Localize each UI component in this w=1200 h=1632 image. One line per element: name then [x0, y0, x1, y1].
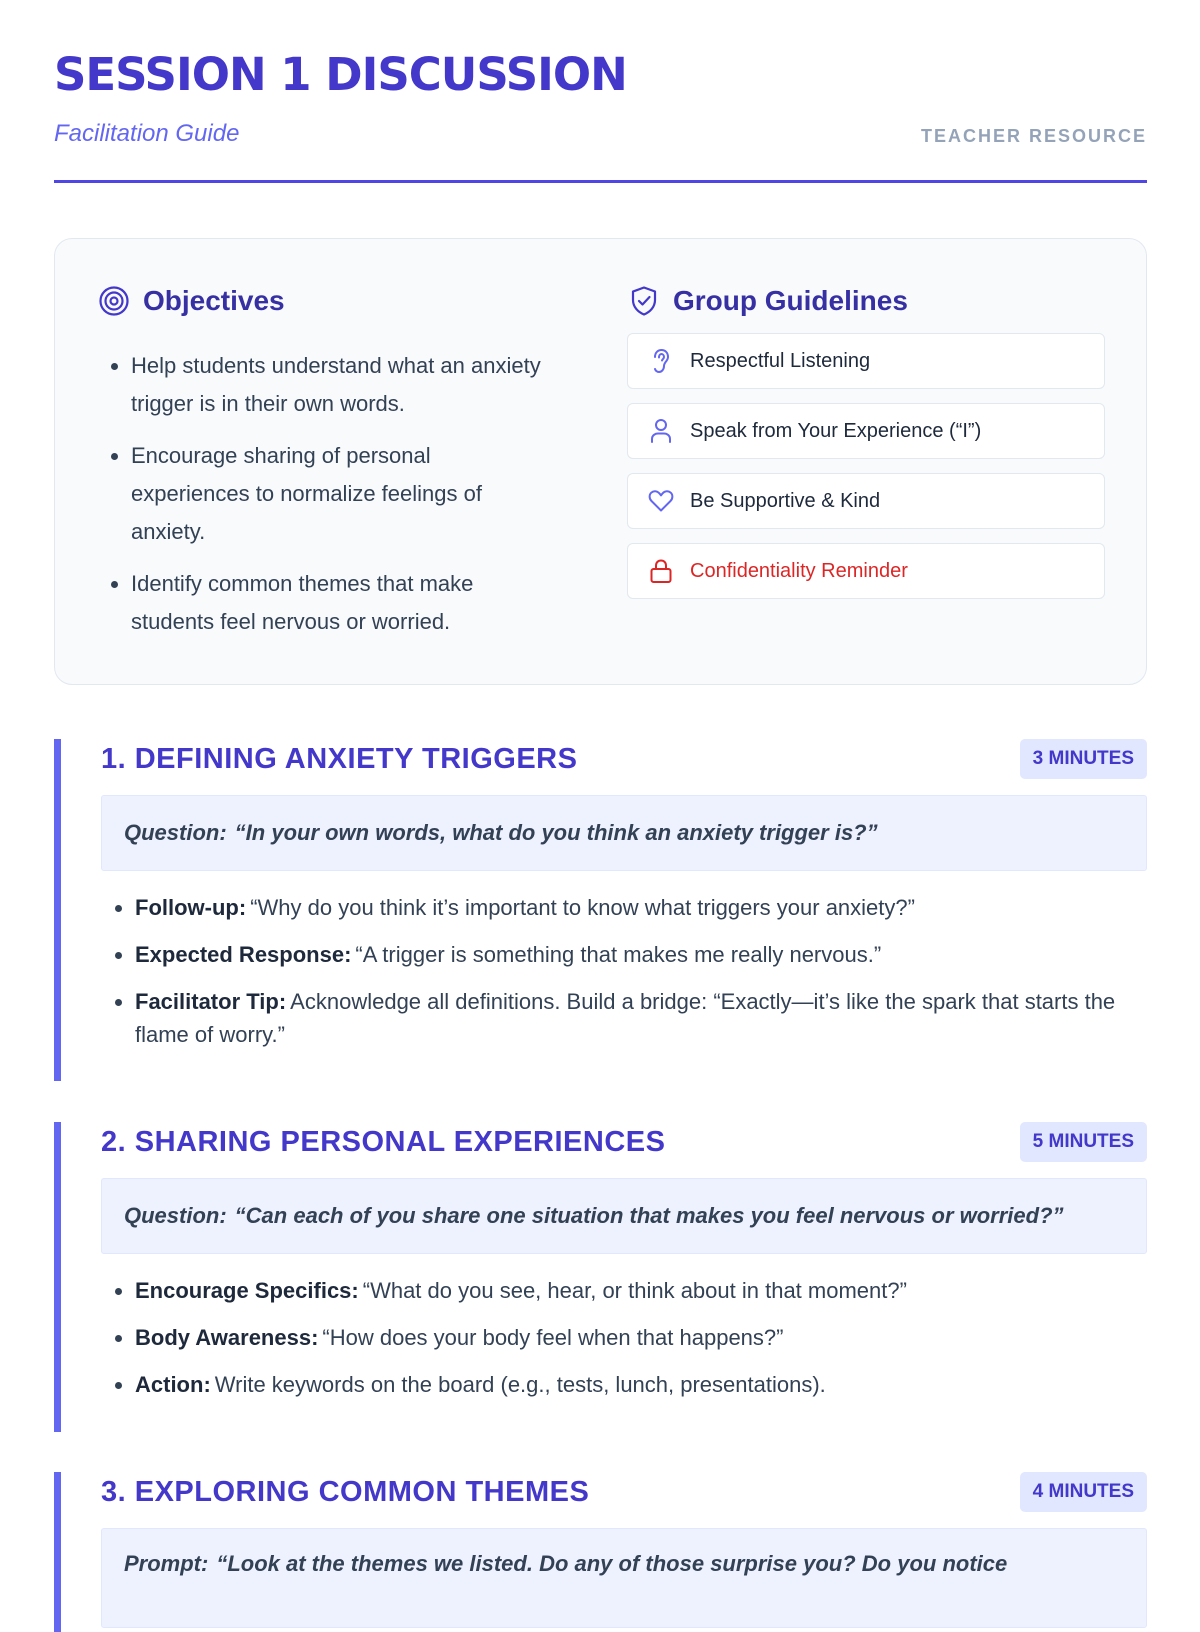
- question-box: [101, 795, 1147, 871]
- guideline-be-supportive: [627, 473, 1105, 529]
- point-label: Follow-up:: [135, 895, 247, 920]
- guideline-label: Confidentiality Reminder: [690, 559, 908, 582]
- facilitation-guide-page: [54, 0, 1147, 1576]
- question-label: Question:: [124, 1203, 227, 1228]
- guideline-respectful-listening: [627, 333, 1105, 389]
- target-icon: [97, 284, 131, 318]
- section-header: [101, 1122, 1147, 1162]
- prompt-text: “Look at the themes we listed. Do any of those surprise you? Do you notice: [216, 1551, 1008, 1576]
- guidelines-heading: [627, 281, 1105, 321]
- user-icon: [648, 418, 674, 444]
- point-label: Encourage Specifics:: [135, 1278, 359, 1303]
- question-text: “Can each of you share one situation that makes you feel nervous or worried?”: [234, 1203, 1064, 1228]
- objectives-panel: [97, 281, 547, 655]
- question-box: [101, 1178, 1147, 1254]
- discussion-section-3: [54, 1472, 1147, 1632]
- duration-badge: 3 MINUTES: [1020, 739, 1147, 779]
- point-text: “A trigger is something that makes me really nervous.”: [355, 942, 882, 967]
- shield-check-icon: [627, 284, 661, 318]
- guideline-speak-from-experience: [627, 403, 1105, 459]
- discussion-section-2: [54, 1122, 1147, 1432]
- resource-tag: TEACHER RESOURCE: [920, 126, 1147, 146]
- list-item: [135, 1368, 1147, 1401]
- list-item: [135, 985, 1147, 1051]
- point-text: Write keywords on the board (e.g., tests, lunch, presentations).: [214, 1372, 826, 1397]
- section-header: [101, 739, 1147, 779]
- page-header: [54, 0, 1147, 183]
- objectives-list: [97, 347, 547, 641]
- lock-icon: [648, 558, 674, 584]
- overview-card: [54, 238, 1147, 685]
- point-text: Acknowledge all definitions. Build a bridge: “Exactly—it’s like the spark that starts the flame of worry.”: [135, 989, 1116, 1047]
- guideline-label: Speak from Your Experience (“I”): [690, 419, 982, 442]
- section-title: 3. EXPLORING COMMON THEMES: [101, 1476, 590, 1508]
- objective-item: • Identify common themes that make students feel nervous or worried.: [131, 565, 547, 641]
- guidelines-list: [627, 333, 1105, 599]
- objectives-heading: [97, 281, 547, 321]
- point-text: “How does your body feel when that happens?”: [322, 1325, 784, 1350]
- list-item: [135, 891, 1147, 924]
- guidelines-heading-label: Group Guidelines: [673, 285, 908, 316]
- objective-item: • Help students understand what an anxiety trigger is in their own words.: [131, 347, 547, 423]
- guideline-confidentiality: [627, 543, 1105, 599]
- point-text: “Why do you think it’s important to know what triggers your anxiety?”: [250, 895, 915, 920]
- section-header: [101, 1472, 1147, 1512]
- duration-badge: 4 MINUTES: [1020, 1472, 1147, 1512]
- heart-icon: [648, 488, 674, 514]
- prompt-box: [101, 1528, 1147, 1628]
- point-label: Body Awareness:: [135, 1325, 319, 1350]
- prompt-label: Prompt:: [124, 1551, 209, 1576]
- page-subtitle: Facilitation Guide: [54, 120, 240, 147]
- section-title: 1. DEFINING ANXIETY TRIGGERS: [101, 743, 578, 775]
- list-item: [135, 1321, 1147, 1354]
- point-label: Expected Response:: [135, 942, 352, 967]
- point-label: Facilitator Tip:: [135, 989, 287, 1014]
- guidelines-panel: [627, 281, 1105, 613]
- discussion-section-1: [54, 739, 1147, 1081]
- list-item: [135, 938, 1147, 971]
- guideline-label: Respectful Listening: [690, 349, 871, 372]
- duration-badge: 5 MINUTES: [1020, 1122, 1147, 1162]
- point-label: Action:: [135, 1372, 211, 1397]
- ear-icon: [648, 348, 674, 374]
- point-text: “What do you see, hear, or think about in that moment?”: [362, 1278, 907, 1303]
- question-text: “In your own words, what do you think an anxiety trigger is?”: [234, 820, 878, 845]
- list-item: [135, 1274, 1147, 1307]
- guideline-label: Be Supportive & Kind: [690, 489, 881, 512]
- section-points: [101, 891, 1147, 1051]
- objectives-heading-label: Objectives: [143, 285, 285, 316]
- section-title: 2. SHARING PERSONAL EXPERIENCES: [101, 1126, 666, 1158]
- page-title: SESSION 1 DISCUSSION: [54, 48, 627, 101]
- question-label: Question:: [124, 820, 227, 845]
- objective-item: • Encourage sharing of personal experiences to normalize feelings of anxiety.: [131, 437, 547, 551]
- section-points: [101, 1274, 1147, 1401]
